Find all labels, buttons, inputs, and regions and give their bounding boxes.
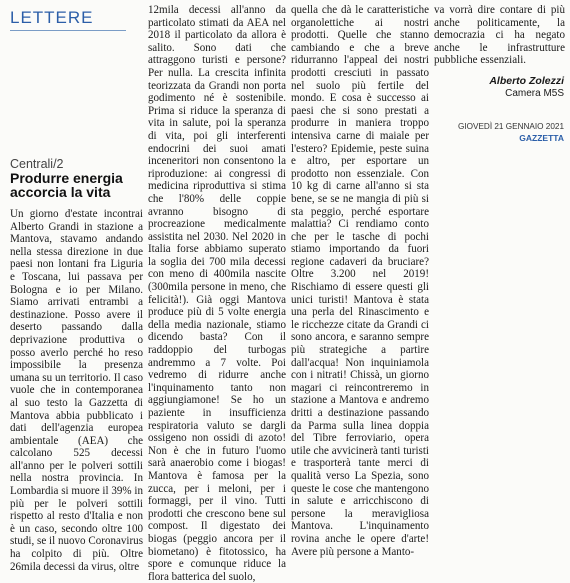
text-column-2 [148,4,286,583]
newspaper-name: GAZZETTA [519,133,564,143]
body-paragraph: quella che dà le caratteristiche organolettiche ai nostri prodotti. Quelle che stanno cambiando e che a breve ridurranno l'appeal dei nostri prodotti cresciuti in passato nel suolo più fertile del mondo. E cosa è successo ai paesi che si sono prestati a produrre in maniera troppo intensiva carne di maiale per l'estero? Epidemie, peste suina e altro, per esportare un prodotto non essenziale. Con 10 kg di carne all'anno si sta bene, se se ne mangia di più si sta peggio, perché esportare malattia? Ci rendiamo conto che per le tasche di pochi stiamo importando da fuori regione cadaveri da bruciare? Oltre 3.200 nel 2019! Rischiamo di essere questi gli unici turisti! Mantova è stata una perla del Rinascimento e le ricchezze citate da Grandi ci sono ancora, e saranno sempre più strategiche a partire dall'acqua! Non inquiniamola con i nitrati! Chissà, un giorno magari ci reincontreremo in stazione a Mantova e andremo dritti a destinazione passando da Parma sulla linea doppia del Tibre ferroviario, opera utile che avvicinerà tanti turisti e trasporterà tante merci di qualità verso La Spezia, sono queste le cose che mantengono in salute e arricchiscono di persone la meravigliosa Mantova. L'inquinamento rovina anche le opere d'arte! Avere più persone a Manto- [291,4,429,558]
text-column-4 [434,4,565,67]
publication-date: GIOVEDÌ 21 GENNAIO 2021 [457,122,564,131]
text-column-1 [10,208,143,573]
author-signature: Alberto Zolezzi [489,75,564,87]
body-paragraph: 12mila decessi all'anno da particolato stimati da AEA nel 2018 il particolato da allora è salito. Sono dati che attraggono turisti e persone? Per nulla. La crescita infinita teorizzata da Grandi non porta godimento né è sostenibile. Prima si riduce la speranza di vita in salute, poi la speranza di vita, poi gli interferenti endocrini dei suoi amati inceneritori non consentono la riproduzione: ai congressi di medicina riproduttiva si stima che l'80% delle coppie avranno bisogno di procreazione medicalmente assistita nel 2030. Nel 2020 in Italia forse abbiamo superato la soglia dei 700 mila decessi con meno di 400mila nascite (300mila persone in meno, che felicità!). Già oggi Mantova produce più di 5 volte energia della media nazionale, stiamo dicendo basta? Con il raddoppio del turbogas andremmo a 7 volte. Poi vedremo di ridurre anche l'inquinamento tanto non aggiungiamone! Se ho un paziente in insufficienza respiratoria valuto se dargli ossigeno non ossidi di azoto! Non è che in futuro l'uomo sarà anaerobio come i biogas! Mantova è famosa per la zucca, per i meloni, per i formaggi, per il vino. Tutti prodotti che crescono bene sul compost. Il digestato dei biogas (peggio ancora per il biometano) è fitotossico, ha spore e comunque riduce la flora batterica del suolo, [148,4,286,583]
section-header [10,8,126,31]
body-paragraph: Un giorno d'estate incontrai Alberto Grandi in stazione a Mantova, stavamo andando nella stessa direzione in due paesi non lontani fra Liguria e Toscana, lui passava per Bologna e io per Milano. Siamo arrivati entrambi a destinazione. Posso avere il deserto passando dalla deprivazione produttiva o posso averlo perché ho reso impossibile la presenza umana su un territorio. Il caso vuole che in contemporanea al suo testo la Gazzetta di Mantova abbia pubblicato i dati dell'agenzia europea ambientale (AEA) che calcolano 525 decessi all'anno per le polveri sottili nella nostra provincia. In Lombardia si muore il 39% in più per le polveri sottili rispetto al resto d'Italia e non è un caso, secondo oltre 100 studi, se il nuovo Coronavirus ha colpito di più. Oltre 26mila decessi da virus, oltre [10,208,143,573]
author-role: Camera M5S [505,88,564,99]
letter-headline: Produrre energia accorcia la vita [10,170,123,200]
section-title: LETTERE [10,8,94,27]
letter-kicker: Centrali/2 [10,157,64,171]
body-paragraph: va vorrà dire contare di più anche politicamente, la democrazia ci ha negato anche le infrastrutture pubbliche essenziali. [434,4,565,67]
text-column-3 [291,4,429,558]
